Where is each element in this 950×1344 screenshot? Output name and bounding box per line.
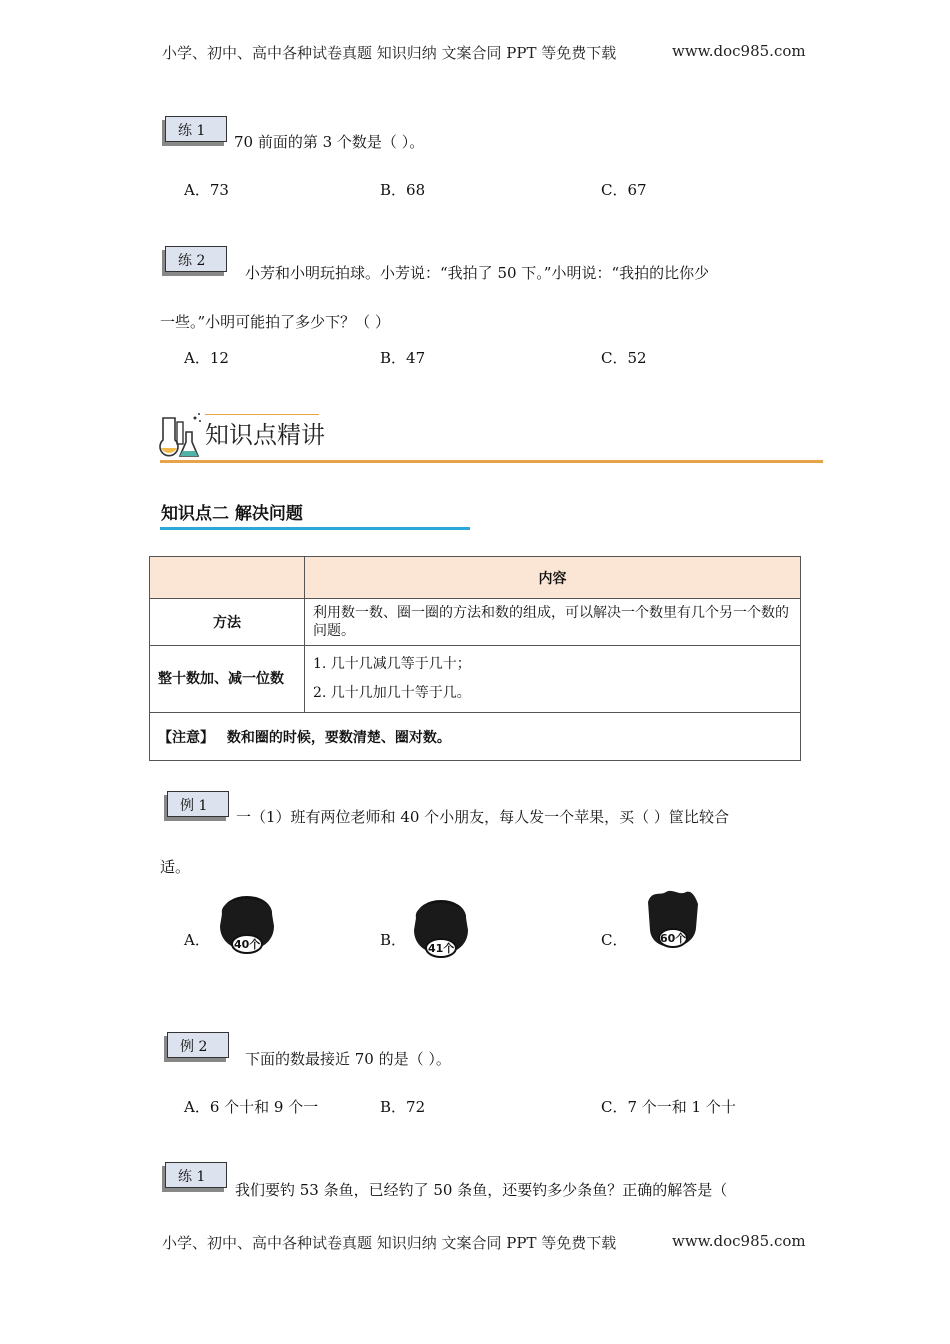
row-label: 方法 [150,599,305,646]
option-c: C．7 个一和 1 个十 [601,1098,736,1116]
option-b: B． [380,931,407,949]
practice-question-line2: 一些。”小明可能拍了多少下？（ ） [160,313,390,331]
option-c: C． [601,931,628,949]
practice-tag [165,1162,227,1188]
table-note [150,713,801,761]
basket-label: 40个 [234,938,261,951]
rule-line-1: 1. 几十几减几等于几十； [313,656,471,672]
example-question-line1: 一（1）班有两位老师和 40 个小朋友，每人发一个苹果，买（ ）筐比较合 [236,808,729,826]
table-note-row [150,713,801,761]
row-content: 利用数一数、圈一圈的方法和数的组成，可以解决一个数里有几个另一个数的问题。 [305,599,801,646]
practice-question: 我们要钓 53 条鱼，已经钓了 50 条鱼，还要钓多少条鱼？正确的解答是（ [235,1181,728,1199]
table-row [150,599,801,646]
practice-tag-label: 练 1 [178,123,206,139]
example-tag [167,791,229,817]
basket-icon [642,888,702,960]
banner-top-rule [205,414,319,415]
banner-divider [160,460,823,463]
page-header-url: www.doc985.com [672,42,806,60]
note-text: 数和圈的时候，要数清楚、圈对数。 [226,729,451,746]
option-b: B．72 [380,1098,426,1116]
section-banner-title: 知识点精讲 [205,421,325,449]
example-tag-label: 例 2 [180,1039,208,1055]
knowledge-title: 知识点二 解决问题 [161,504,303,524]
basket-label: 60个 [660,932,687,945]
practice-question: 70 前面的第 3 个数是（ ）。 [234,133,425,151]
practice-tag [165,246,227,272]
knowledge-table [149,556,801,761]
example-question: 下面的数最接近 70 的是（ ）。 [245,1050,451,1068]
option-c: C．67 [601,181,647,199]
option-c: C．52 [601,349,647,367]
lab-flask-icon [157,410,203,462]
option-a: A．73 [184,181,229,199]
row-content [305,646,801,713]
option-b: B．68 [380,181,426,199]
page-footer-text: 小学、初中、高中各种试卷真题 知识归纳 文案合同 PPT 等免费下载 [162,1234,617,1252]
row-label: 整十数加、减一位数 [150,646,305,713]
basket-icon [408,890,474,968]
practice-tag-label: 练 2 [178,253,206,269]
practice-question-line1: 小芳和小明玩拍球。小芳说：“我拍了 50 下。”小明说：“我拍的比你少 [245,264,710,282]
basket-label: 41个 [428,942,455,955]
practice-tag [165,116,227,142]
knowledge-title-underline [160,527,470,530]
example-question-line2: 适。 [160,858,191,876]
table-row [150,646,801,713]
page-header-text: 小学、初中、高中各种试卷真题 知识归纳 文案合同 PPT 等免费下载 [162,44,617,62]
basket-icon [214,886,280,964]
practice-tag-label: 练 1 [178,1169,206,1185]
option-a: A． [184,931,210,949]
page-footer-url: www.doc985.com [672,1232,806,1250]
table-header-empty [150,557,305,599]
table-header-content: 内容 [305,557,801,599]
option-a: A．6 个十和 9 个一 [184,1098,319,1116]
option-b: B．47 [380,349,426,367]
example-tag-label: 例 1 [180,798,208,814]
option-a: A．12 [184,349,229,367]
example-tag [167,1032,229,1058]
rule-line-2: 2. 几十几加几十等于几。 [313,685,471,701]
note-label: 【注意】 [158,729,214,746]
